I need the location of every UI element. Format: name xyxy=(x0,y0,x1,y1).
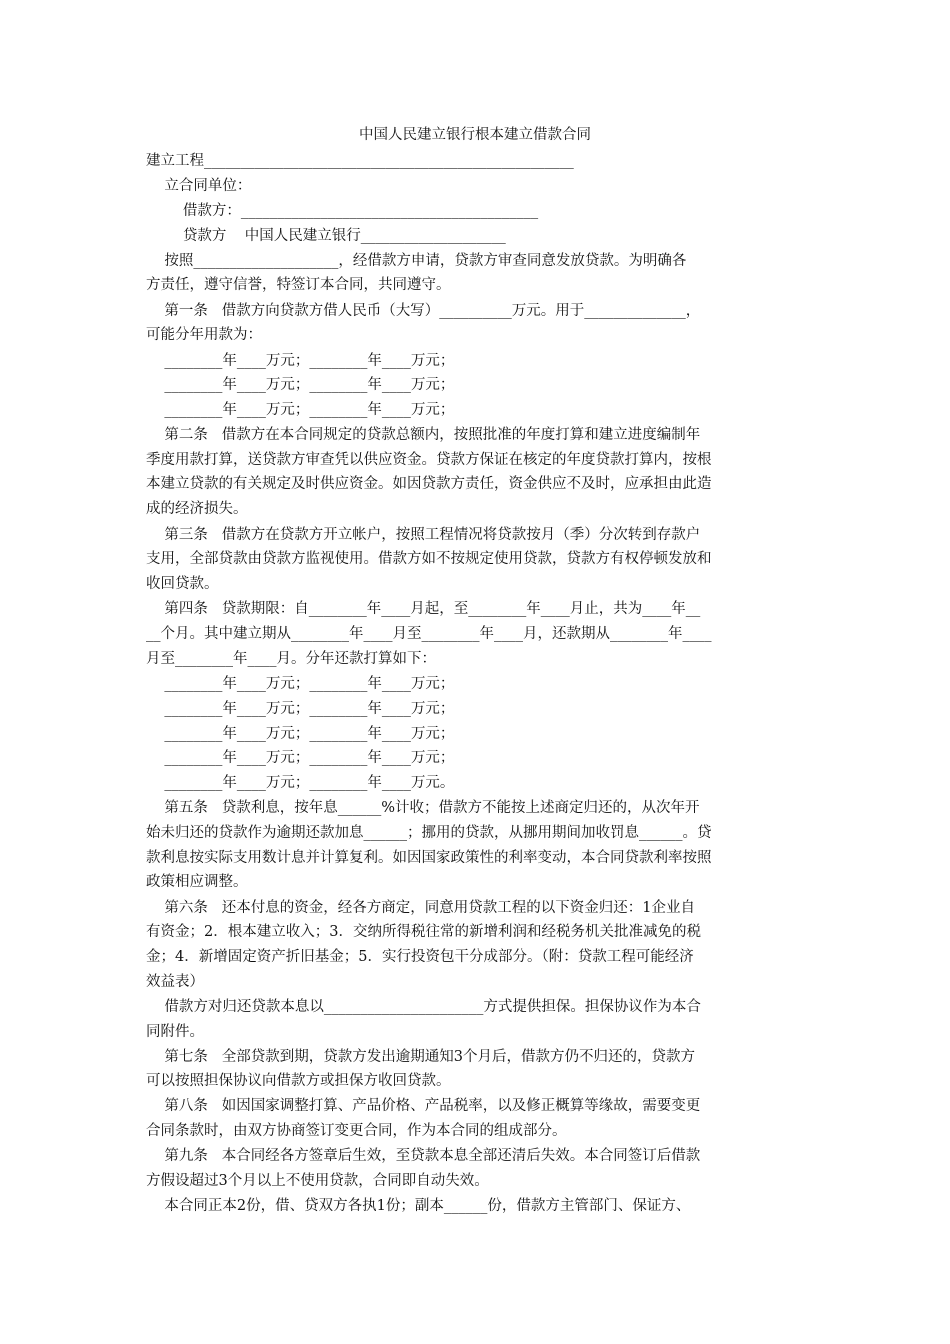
text-line: 月至________年____月。分年还款打算如下： xyxy=(146,651,436,667)
text-line: 方责任，遵守信誉，特签订本合同，共同遵守。 xyxy=(146,277,451,293)
text-line: ________年____万元；________年____万元； xyxy=(146,377,455,393)
text-line: 可能分年用款为： xyxy=(146,327,262,343)
text-line: 第三条 借款方在贷款方开立帐户，按照工程情况将贷款按月（季）分次转到存款户 xyxy=(146,527,701,543)
text-line: 第四条 贷款期限：自________年____月起，至________年____月止，共为____年__ xyxy=(146,601,701,617)
text-line: 成的经济损失。 xyxy=(146,501,248,517)
text-line: 贷款方 中国人民建立银行____________________ xyxy=(146,228,506,244)
text-line: ________年____万元；________年____万元； xyxy=(146,353,455,369)
text-line: 第五条 贷款利息，按年息______%计收；借款方不能按上述商定归还的，从次年开 xyxy=(146,800,700,816)
text-line: __个月。其中建立期从________年____月至________年____月，还款期从________年____ xyxy=(146,626,712,642)
text-line: 第一条 借款方向贷款方借人民币（大写）__________万元。用于______________， xyxy=(146,303,701,319)
text-line: 立合同单位： xyxy=(146,178,252,194)
text-line: ________年____万元；________年____万元； xyxy=(146,750,455,766)
text-line: 第六条 还本付息的资金，经各方商定，同意用贷款工程的以下资金归还：1企业自 xyxy=(146,900,695,916)
text-line: 金；4．新增固定资产折旧基金；5．实行投资包干分成部分。（附：贷款工程可能经济 xyxy=(146,949,694,965)
text-line: 收回贷款。 xyxy=(146,576,219,592)
text-line: 始未归还的贷款作为逾期还款加息______；挪用的贷款，从挪用期间加收罚息______。贷 xyxy=(146,825,712,841)
text-line: 有资金；2．根本建立收入；3．交纳所得税往常的新增利润和经税务机关批准减免的税 xyxy=(146,924,701,940)
text-line: 本建立贷款的有关规定及时供应资金。如因贷款方责任，资金供应不及时，应承担由此造 xyxy=(146,476,712,492)
text-line: 按照____________________，经借款方申请，贷款方审查同意发放贷款。为明确各 xyxy=(146,253,687,269)
text-line: 款利息按实际支用数计息并计算复利。如因国家政策性的利率变动，本合同贷款利率按照 xyxy=(146,850,712,866)
text-line: 政策相应调整。 xyxy=(146,874,248,890)
text-line: 支用，全部贷款由贷款方监视使用。借款方如不按规定使用贷款，贷款方有权停顿发放和 xyxy=(146,551,712,567)
text-line: 第二条 借款方在本合同规定的贷款总额内，按照批准的年度打算和建立进度编制年 xyxy=(146,427,701,443)
text-line: 可以按照担保协议向借款方或担保方收回贷款。 xyxy=(146,1073,451,1089)
text-line: 合同条款时，由双方协商签订变更合同，作为本合同的组成部分。 xyxy=(146,1123,567,1139)
text-line: ________年____万元；________年____万元； xyxy=(146,676,455,692)
text-line: 本合同正本2份，借、贷双方各执1份；副本______份，借款方主管部门、保证方、 xyxy=(146,1198,691,1214)
text-line: 同附件。 xyxy=(146,1024,204,1040)
text-line: 季度用款打算，送贷款方审查凭以供应资金。贷款方保证在核定的年度贷款打算内，按根 xyxy=(146,452,712,468)
text-line: ________年____万元；________年____万元； xyxy=(146,726,455,742)
text-line: ________年____万元；________年____万元； xyxy=(146,402,455,418)
text-line: 效益表） xyxy=(146,974,204,990)
text-line: 建立工程___________________________________________________ xyxy=(146,153,574,169)
text-line: ________年____万元；________年____万元； xyxy=(146,701,455,717)
document-title: 中国人民建立银行根本建立借款合同 xyxy=(359,127,591,143)
text-line: 第七条 全部贷款到期，贷款方发出逾期通知3个月后，借款方仍不归还的，贷款方 xyxy=(146,1049,695,1065)
text-line: 方假设超过3个月以上不使用贷款，合同即自动失效。 xyxy=(146,1173,489,1189)
text-line: 第八条 如因国家调整打算、产品价格、产品税率，以及修正概算等缘故，需要变更 xyxy=(146,1098,701,1114)
text-line: ________年____万元；________年____万元。 xyxy=(146,775,455,791)
text-line: 借款方：_________________________________________ xyxy=(146,203,539,219)
text-line: 第九条 本合同经各方签章后生效，至贷款本息全部还清后失效。本合同签订后借款 xyxy=(146,1148,701,1164)
text-line: 借款方对归还贷款本息以______________________方式提供担保。担保协议作为本合 xyxy=(146,999,701,1015)
